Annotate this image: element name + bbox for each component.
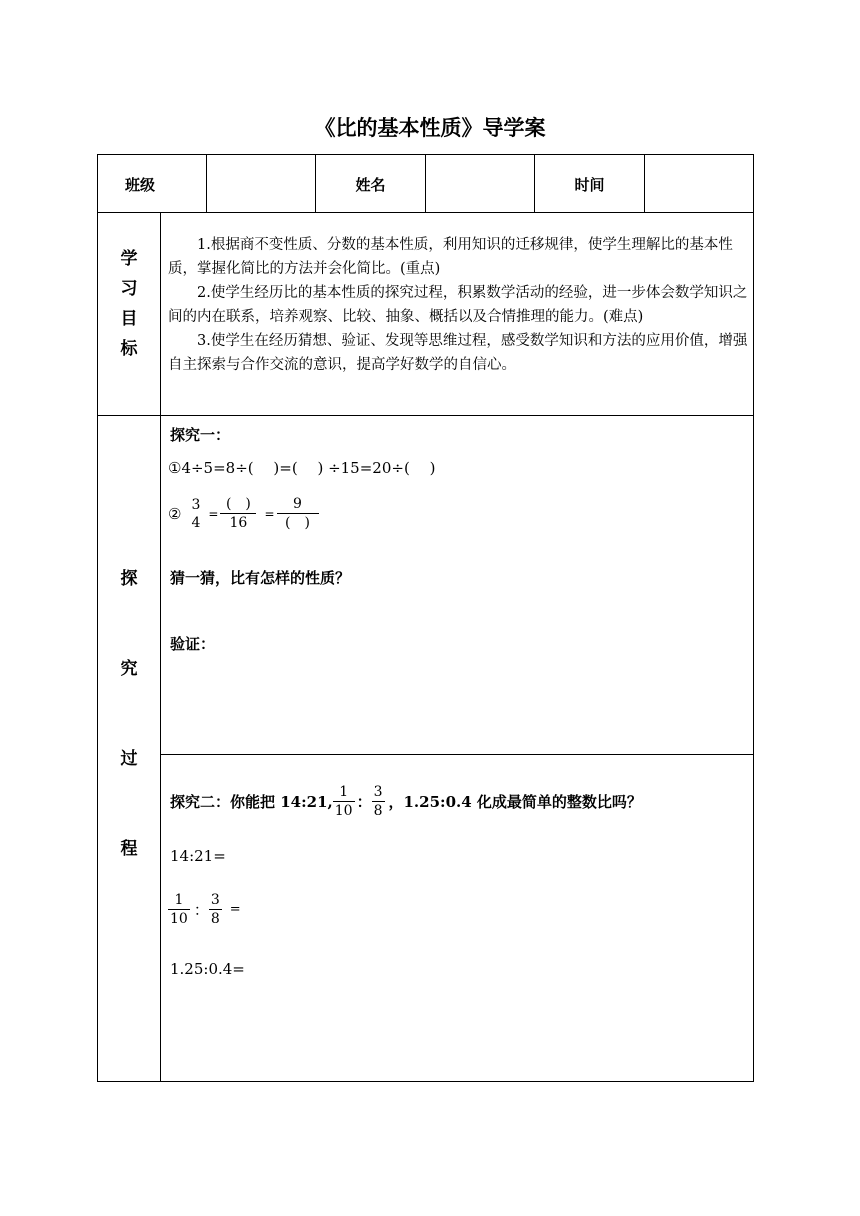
goals-content [168, 233, 748, 377]
fraction-3-8: $\frac{3}{8}$ [373, 784, 383, 819]
fraction-3-4: 3 4 [191, 496, 201, 531]
fraction-3-8: $\frac{3}{8}$ [210, 892, 220, 927]
equals-sign: = [264, 506, 275, 521]
goal-item: 3.使学生在经历猜想、验证、发现等思维过程，感受数学知识和方法的应用价值，增强自主探索与合作交流的意识，提高学好数学的自信心。 [168, 333, 748, 373]
explore2-heading-suffix: ，1.25:0.4 化成最简单的整数比吗？ [388, 793, 642, 811]
name-field[interactable] [426, 155, 534, 212]
explore2-heading-prefix: 探究二：你能把 14:21, [170, 793, 333, 811]
class-field[interactable] [207, 155, 315, 212]
goals-label-char: 目 [120, 309, 138, 329]
page-title: 《比的基本性质》导学案 [314, 115, 546, 140]
process-label-char: 探 [120, 569, 138, 589]
class-label: 班级 [124, 176, 155, 194]
fraction-blank-16: $\frac{( )}{16}$ [220, 495, 256, 532]
time-label: 时间 [574, 176, 605, 194]
explore1-equation-1: ①4÷5=8÷( )=( ) ÷15=20÷( ) [168, 459, 436, 477]
verify-answer-area[interactable] [162, 660, 752, 750]
equals-sign: = [208, 506, 219, 521]
goal-item: 2.使学生经历比的基本性质的探究过程，积累数学活动的经验，进一步体会数学知识之间的内在联系，培养观察、比较、抽象、概括以及合情推理的能力。(难点) [168, 285, 748, 325]
process-label-char: 过 [120, 749, 138, 769]
verify-label: 验证： [170, 635, 216, 653]
fraction-9-blank: $\frac{9}{( )}$ [277, 495, 319, 532]
fraction-1-10: $\frac{1}{10}$ [170, 892, 188, 927]
explore1-heading: 探究一： [170, 426, 231, 444]
explore2-heading [170, 783, 642, 820]
explore2-answer-area[interactable] [162, 990, 752, 1078]
ratio-colon: ： [356, 793, 372, 811]
goals-label-char: 标 [120, 339, 138, 359]
fraction-1-10: $\frac{1}{10}$ [334, 784, 353, 819]
goals-label-char: 习 [120, 279, 138, 299]
guess-prompt: 猜一猜，比有怎样的性质？ [170, 569, 351, 587]
name-label: 姓名 [355, 176, 386, 194]
simplify-line-3: 1.25:0.4= [170, 960, 245, 978]
ratio-colon: ： [193, 901, 209, 919]
equals-sign: = [229, 902, 241, 917]
goal-item: 1.根据商不变性质、分数的基本性质，利用知识的迁移规律，使学生理解比的基本性质，掌握化简比的方法并会化简比。(重点) [168, 237, 733, 277]
simplify-line-1: 14:21= [170, 847, 226, 865]
process-label-char: 程 [120, 839, 138, 859]
time-field[interactable] [645, 155, 753, 212]
explore1-equation-2 [168, 495, 319, 532]
simplify-line-2 [168, 891, 241, 928]
process-label-char: 究 [120, 659, 138, 679]
circle-two-marker: ② [168, 504, 182, 523]
goals-label-char: 学 [120, 249, 138, 269]
